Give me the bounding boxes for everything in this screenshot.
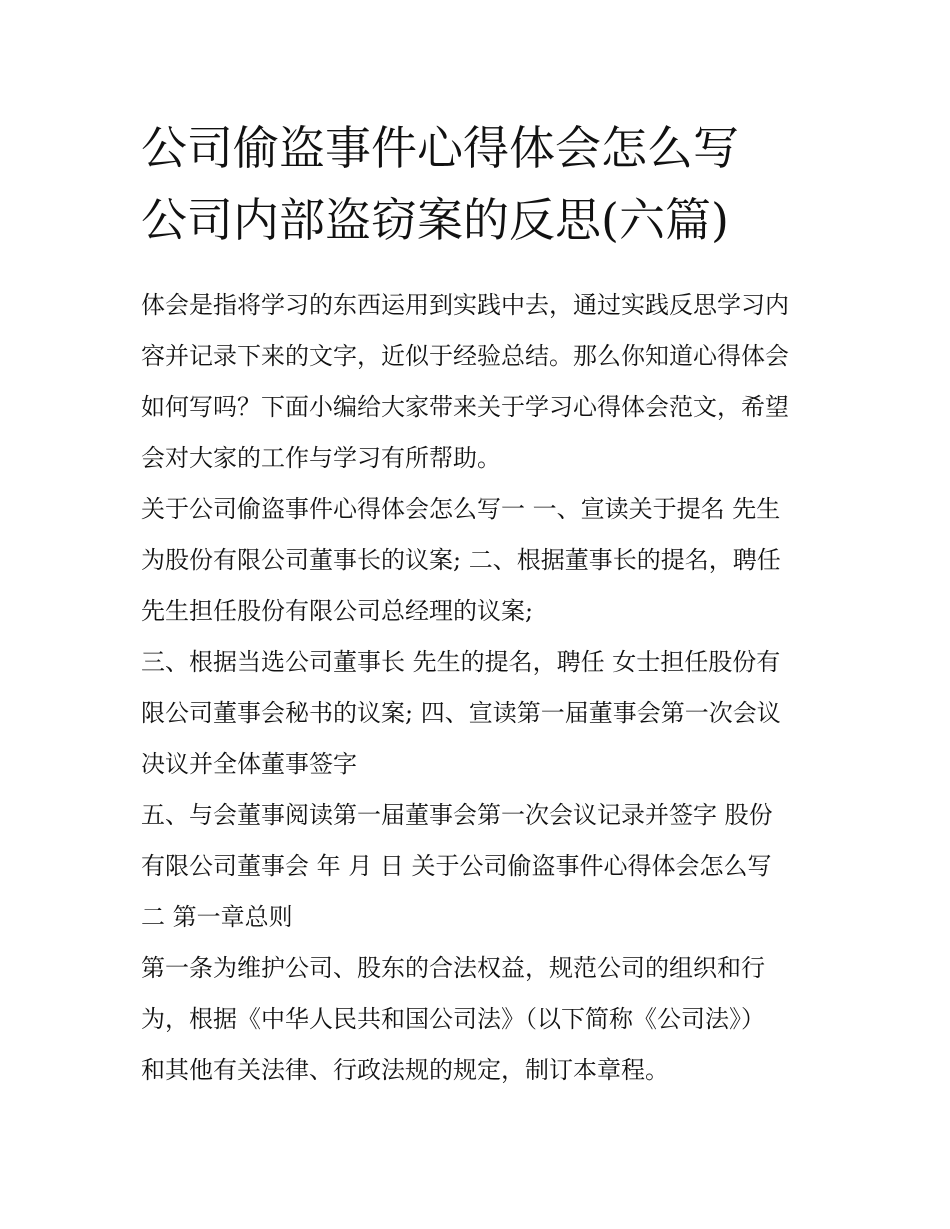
text-line: 关于公司偷盗事件心得体会怎么写一 一、宣读关于提名 先生 <box>141 495 781 523</box>
text-line: 决议并全体董事签字 <box>141 750 357 778</box>
text-line: 会对大家的工作与学习有所帮助。 <box>141 444 501 472</box>
body-paragraph <box>141 484 813 637</box>
text-line: 如何写吗？下面小编给大家带来关于学习心得体会范文，希望 <box>141 393 789 421</box>
text-line: 限公司董事会秘书的议案; 四、宣读第一届董事会第一次会议 <box>141 699 781 727</box>
text-line: 五、与会董事阅读第一届董事会第一次会议记录并签字 股份 <box>141 801 773 829</box>
text-line: 容并记录下来的文字，近似于经验总结。那么你知道心得体会 <box>141 342 789 370</box>
body-paragraph <box>141 637 813 790</box>
text-line: 为股份有限公司董事长的议案; 二、根据董事长的提名，聘任 <box>141 546 781 574</box>
body-paragraph <box>141 943 813 1096</box>
text-line: 为，根据《中华人民共和国公司法》（以下简称《公司法》） <box>141 1005 765 1033</box>
text-line: 第一条为维护公司、股东的合法权益，规范公司的组织和行 <box>141 954 765 982</box>
text-line: 三、根据当选公司董事长 先生的提名，聘任 女士担任股份有 <box>141 648 781 676</box>
text-line: 二 第一章总则 <box>141 903 293 931</box>
title-line: 公司偷盗事件心得体会怎么写 <box>141 121 739 175</box>
text-line: 和其他有关法律、行政法规的规定，制订本章程。 <box>141 1056 669 1084</box>
body-paragraph <box>141 790 813 943</box>
text-line: 有限公司董事会 年 月 日 关于公司偷盗事件心得体会怎么写 <box>141 852 772 880</box>
text-line: 体会是指将学习的东西运用到实践中去，通过实践反思学习内 <box>141 291 789 319</box>
document-title <box>141 112 813 256</box>
title-line: 公司内部盗窃案的反思(六篇) <box>141 193 729 247</box>
intro-paragraph <box>141 280 813 484</box>
text-line: 先生担任股份有限公司总经理的议案; <box>141 597 534 625</box>
document-body <box>141 112 813 1096</box>
